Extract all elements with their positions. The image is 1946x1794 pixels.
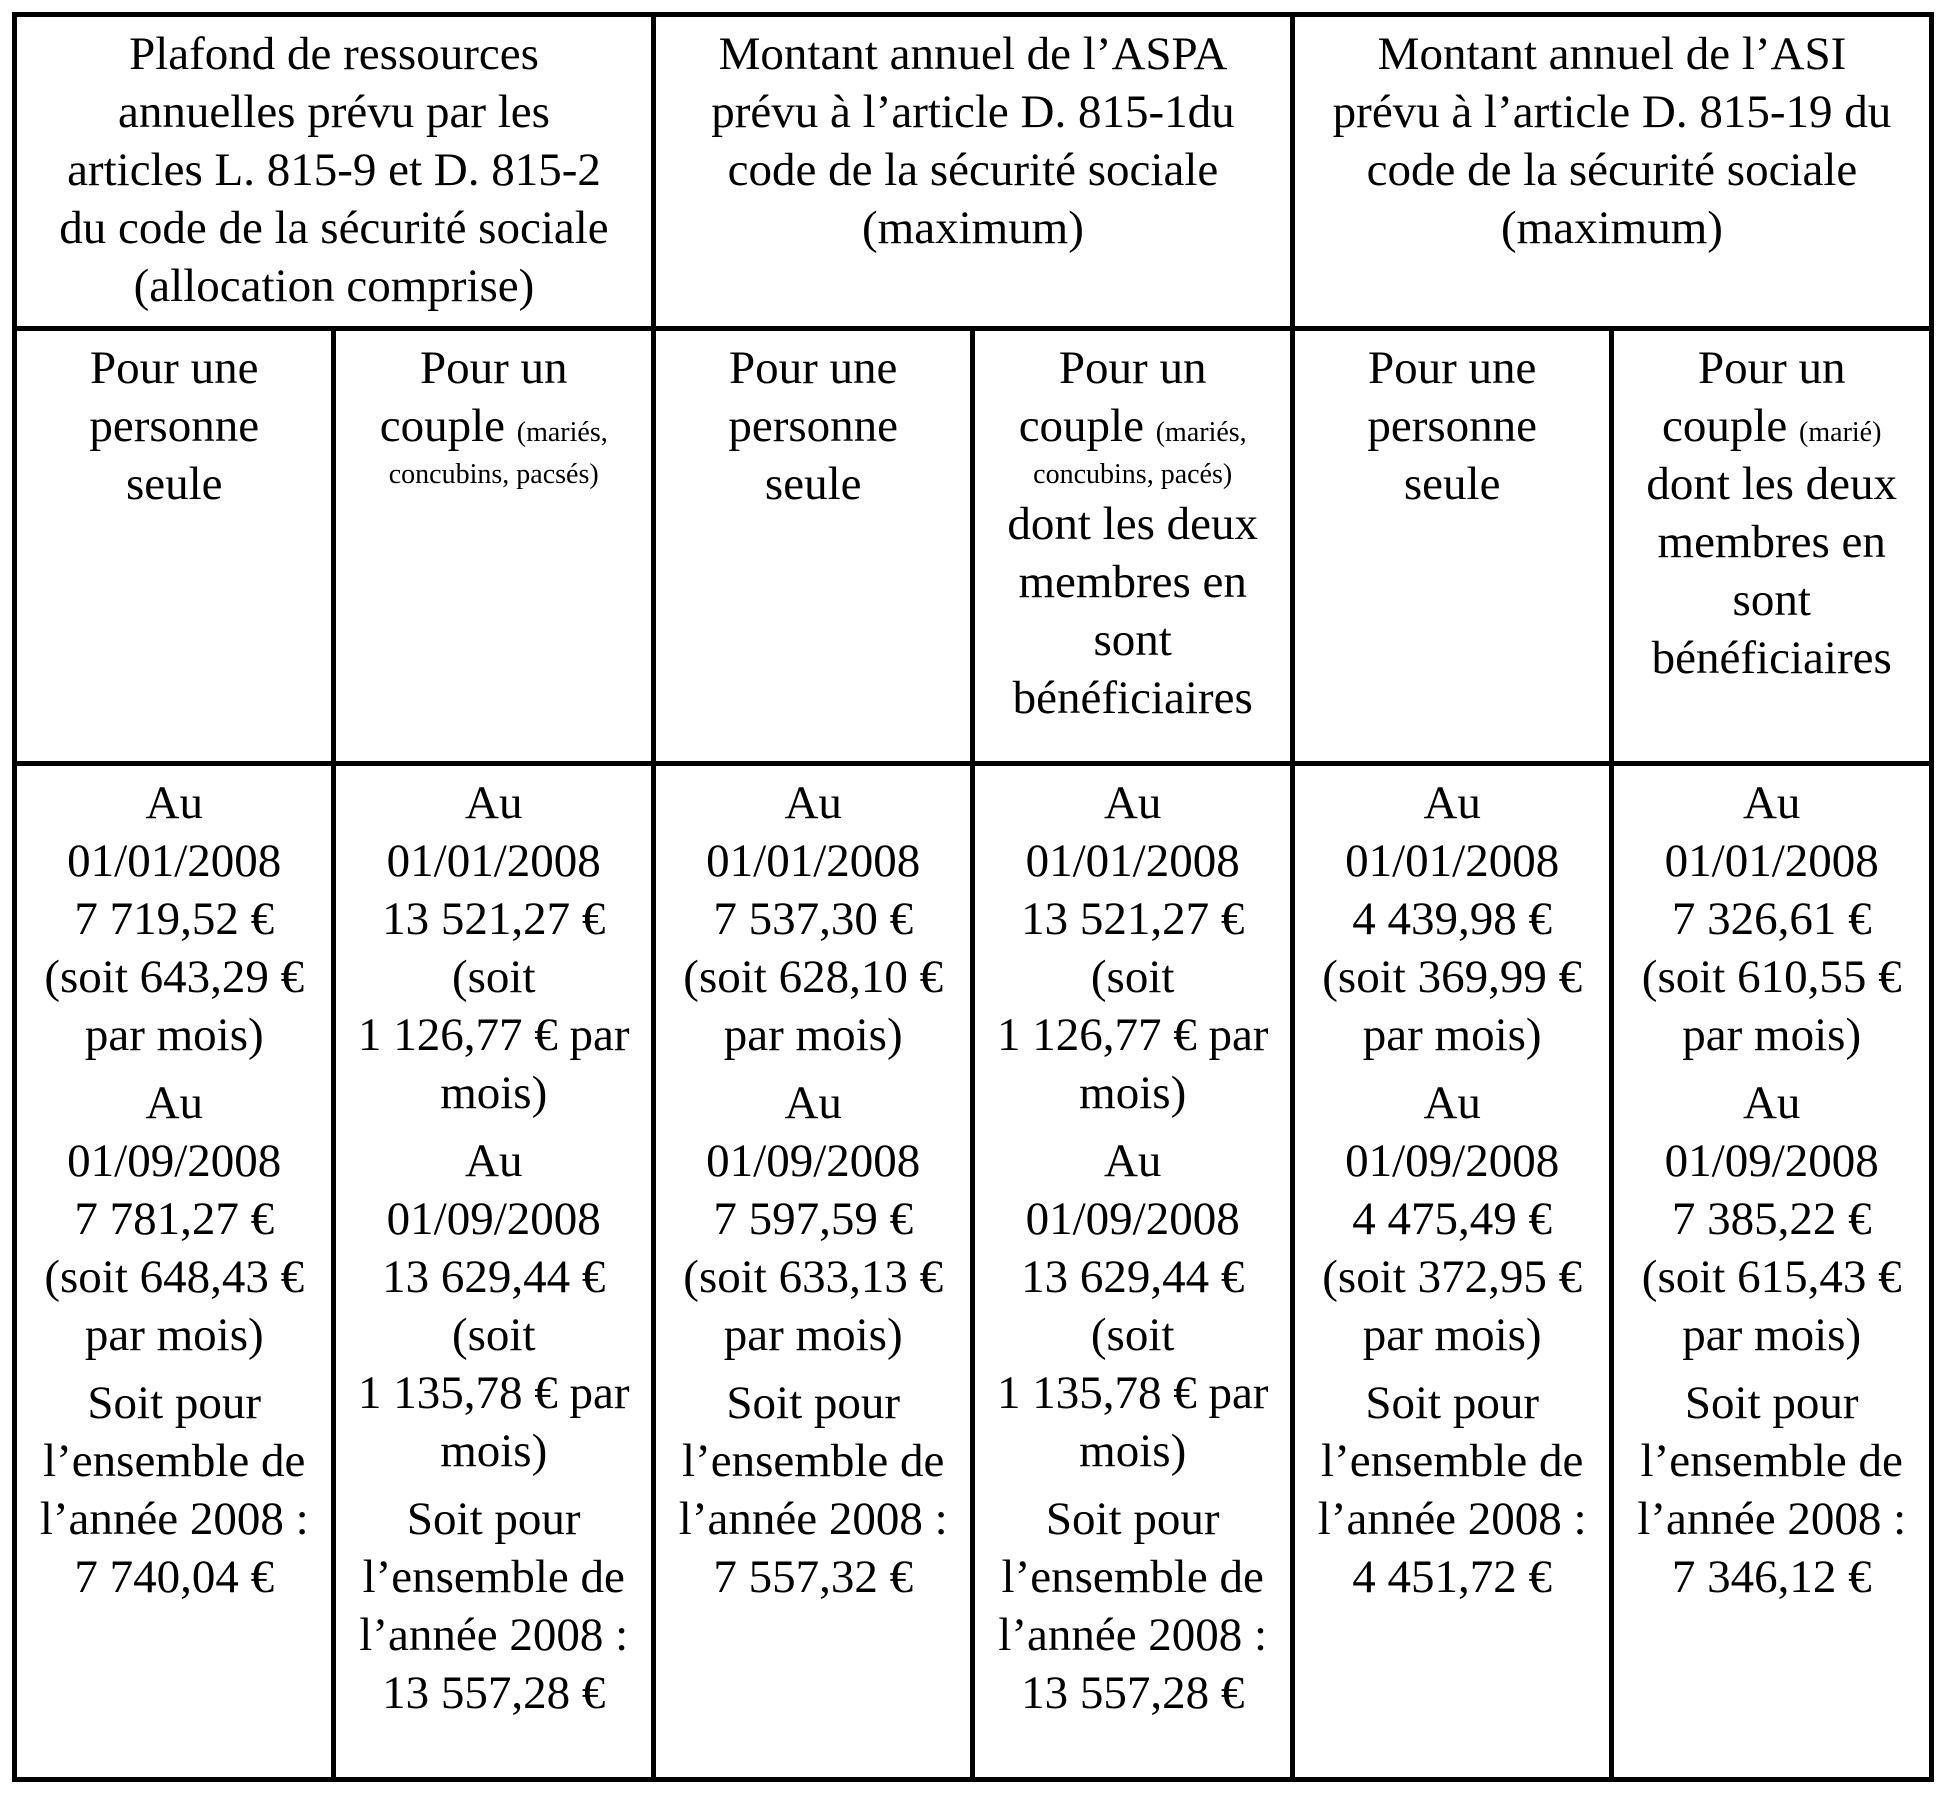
- cell-line: Soit pour: [87, 1376, 262, 1429]
- cell-line: l’année 2008 :: [1637, 1492, 1907, 1545]
- cell-line: 01/09/2008: [67, 1134, 282, 1187]
- header-text-line: articles L. 815-9 et D. 815-2: [67, 144, 601, 196]
- cell-line: 01/01/2008: [1025, 834, 1240, 887]
- subheader-row: [15, 329, 1932, 763]
- header-text-line: prévu à l’article D. 815-1du: [711, 86, 1235, 138]
- subheader-couple: [334, 329, 653, 763]
- cell-line: Au: [1423, 776, 1481, 829]
- cell-line: Au: [1103, 776, 1162, 829]
- cell-line: 4 439,98 €: [1352, 892, 1553, 945]
- header-row: [15, 15, 1932, 329]
- subheader-line: [1624, 397, 1919, 455]
- header-text-line: code de la sécurité sociale: [727, 144, 1219, 196]
- cell-line: 7 719,52 €: [74, 892, 275, 945]
- cell-line: 01/09/2008: [1025, 1192, 1240, 1245]
- header-aspa-amount: [653, 15, 1292, 329]
- subheader-line: personne: [1367, 400, 1538, 453]
- cell-line: l’année 2008 :: [678, 1492, 948, 1545]
- amount-block-sep: [666, 1074, 960, 1364]
- cell-line: par mois): [84, 1008, 264, 1061]
- allowance-table: [12, 12, 1934, 1782]
- subheader-line: personne: [89, 400, 260, 453]
- cell-line: 7 557,32 €: [713, 1550, 914, 1603]
- cell-line: 01/09/2008: [1345, 1134, 1560, 1187]
- cell-line: Au: [145, 1076, 203, 1129]
- cell-line: Au: [1423, 1076, 1481, 1129]
- subheader-couple: [1612, 329, 1932, 763]
- cell-line: 7 597,59 €: [713, 1192, 914, 1245]
- subheader-line: seule: [125, 458, 223, 511]
- cell-line: 01/09/2008: [1664, 1134, 1879, 1187]
- subheader-line: membres en: [1657, 516, 1886, 569]
- cell-line: l’ensemble de: [1321, 1434, 1584, 1487]
- header-text-line: prévu à l’article D. 815-19 du: [1332, 86, 1892, 138]
- cell-line: 1 126,77 € par: [357, 1008, 630, 1061]
- cell-line: 7 326,61 €: [1671, 892, 1872, 945]
- subheader-line: Pour un: [1697, 342, 1846, 395]
- cell-line: 13 629,44 €: [382, 1250, 606, 1303]
- subheader-line: bénéficiaires: [1012, 672, 1253, 725]
- cell-line: 13 557,28 €: [382, 1666, 606, 1719]
- subheader-single-person: [1292, 329, 1611, 763]
- subheader-line: dont les deux: [1007, 498, 1259, 551]
- cell-line: 01/01/2008: [1664, 834, 1879, 887]
- cell-line: 13 521,27 €: [382, 892, 606, 945]
- cell-line: Au: [465, 776, 523, 829]
- cell-line: l’ensemble de: [43, 1434, 306, 1487]
- subheader-line: Pour un: [419, 342, 568, 395]
- cell-line: mois): [1079, 1066, 1187, 1119]
- subheader-note: (marié): [1799, 417, 1882, 449]
- cell-line: (soit 615,43 €: [1641, 1250, 1902, 1303]
- cell-line: Soit pour: [1684, 1376, 1859, 1429]
- amount-block-jan: [1624, 774, 1919, 1064]
- cell-line: (soit 369,99 €: [1322, 950, 1583, 1003]
- cell-line: (soit: [1090, 950, 1175, 1003]
- subheader-single-person: [15, 329, 334, 763]
- cell-line: (soit 610,55 €: [1641, 950, 1902, 1003]
- data-cell-ceiling-couple: [334, 763, 653, 1779]
- data-cell-ceiling-single: [15, 763, 334, 1779]
- header-text-line: code de la sécurité sociale: [1366, 144, 1858, 196]
- cell-line: (soit: [451, 1308, 536, 1361]
- cell-line: (soit: [451, 950, 536, 1003]
- subheader-couple-word: couple: [1018, 400, 1144, 453]
- cell-line: 01/01/2008: [706, 834, 921, 887]
- cell-line: par mois): [1362, 1008, 1542, 1061]
- cell-line: 01/09/2008: [706, 1134, 921, 1187]
- cell-line: 7 385,22 €: [1671, 1192, 1872, 1245]
- cell-line: mois): [440, 1424, 548, 1477]
- data-cell-aspa-single: [653, 763, 972, 1779]
- cell-line: (soit 372,95 €: [1322, 1250, 1583, 1303]
- subheader-line: personne: [728, 400, 899, 453]
- cell-line: Au: [1103, 1134, 1162, 1187]
- subheader-line: dont les deux: [1646, 458, 1898, 511]
- header-asi-amount: [1292, 15, 1931, 329]
- cell-line: l’année 2008 :: [39, 1492, 309, 1545]
- cell-line: l’année 2008 :: [1317, 1492, 1587, 1545]
- cell-line: 13 521,27 €: [1021, 892, 1245, 945]
- cell-line: Au: [1742, 1076, 1801, 1129]
- cell-line: 01/01/2008: [386, 834, 601, 887]
- cell-line: Soit pour: [726, 1376, 901, 1429]
- subheader-line: Pour une: [729, 342, 898, 395]
- cell-line: Soit pour: [1045, 1492, 1220, 1545]
- data-cell-asi-single: [1292, 763, 1611, 1779]
- subheader-line: seule: [764, 458, 862, 511]
- amount-block-jan: [27, 774, 321, 1064]
- cell-line: 13 629,44 €: [1021, 1250, 1245, 1303]
- amount-block-year: [1624, 1374, 1919, 1606]
- cell-line: mois): [440, 1066, 548, 1119]
- cell-line: Au: [784, 1076, 842, 1129]
- cell-line: Soit pour: [406, 1492, 581, 1545]
- subheader-couple: [973, 329, 1292, 763]
- cell-line: 7 781,27 €: [74, 1192, 275, 1245]
- subheader-line: Pour une: [90, 342, 259, 395]
- subheader-line: sont: [1093, 614, 1172, 667]
- cell-line: 4 451,72 €: [1352, 1550, 1553, 1603]
- amount-block-sep: [27, 1074, 321, 1364]
- amount-block-jan: [346, 774, 640, 1122]
- cell-line: 7 537,30 €: [713, 892, 914, 945]
- subheader-couple-word: couple: [379, 400, 505, 453]
- cell-line: Au: [1742, 776, 1801, 829]
- subheader-single-person: [653, 329, 972, 763]
- cell-line: 01/01/2008: [67, 834, 282, 887]
- cell-line: l’ensemble de: [362, 1550, 625, 1603]
- subheader-line: Pour un: [1058, 342, 1207, 395]
- cell-line: 1 135,78 € par: [996, 1366, 1269, 1419]
- cell-line: (soit 648,43 €: [44, 1250, 305, 1303]
- subheader-line: seule: [1403, 458, 1501, 511]
- header-text-line: (maximum): [862, 202, 1084, 254]
- cell-line: l’année 2008 :: [359, 1608, 629, 1661]
- cell-line: par mois): [723, 1308, 903, 1361]
- cell-line: 1 126,77 € par: [996, 1008, 1269, 1061]
- amount-block-year: [666, 1374, 960, 1606]
- cell-line: mois): [1079, 1424, 1187, 1477]
- subheader-line: membres en: [1018, 556, 1247, 609]
- subheader-line: bénéficiaires: [1651, 632, 1892, 685]
- subheader-line: [346, 397, 640, 455]
- cell-line: (soit: [1090, 1308, 1175, 1361]
- amount-block-jan: [1305, 774, 1599, 1064]
- cell-line: par mois): [1682, 1308, 1862, 1361]
- cell-line: par mois): [1362, 1308, 1542, 1361]
- header-text-line: Montant annuel de l’ASPA: [718, 28, 1228, 80]
- subheader-line: sont: [1732, 574, 1811, 627]
- subheader-note: (mariés,: [516, 417, 608, 449]
- amount-block-jan: [666, 774, 960, 1064]
- cell-line: l’ensemble de: [1640, 1434, 1903, 1487]
- cell-line: 01/09/2008: [386, 1192, 601, 1245]
- cell-line: Au: [465, 1134, 523, 1187]
- cell-line: 7 346,12 €: [1671, 1550, 1872, 1603]
- cell-line: par mois): [723, 1008, 903, 1061]
- amount-block-year: [985, 1490, 1279, 1722]
- subheader-line: Pour une: [1367, 342, 1537, 395]
- header-text-line: Montant annuel de l’ASI: [1377, 28, 1847, 80]
- cell-line: 4 475,49 €: [1352, 1192, 1553, 1245]
- header-text-line: (allocation comprise): [133, 260, 535, 312]
- cell-line: l’année 2008 :: [998, 1608, 1268, 1661]
- cell-line: 1 135,78 € par: [357, 1366, 630, 1419]
- header-text-line: (maximum): [1501, 202, 1723, 254]
- cell-line: Soit pour: [1365, 1376, 1540, 1429]
- subheader-note: concubins, pacsés): [388, 459, 599, 491]
- subheader-line: [985, 397, 1279, 455]
- data-row: [15, 763, 1932, 1779]
- cell-line: par mois): [84, 1308, 264, 1361]
- cell-line: l’ensemble de: [1001, 1550, 1264, 1603]
- subheader-note: (mariés,: [1155, 417, 1247, 449]
- amount-block-sep: [985, 1132, 1279, 1480]
- cell-line: l’ensemble de: [682, 1434, 945, 1487]
- cell-line: (soit 633,13 €: [683, 1250, 944, 1303]
- subheader-note: concubins, pacés): [1033, 459, 1233, 491]
- header-text-line: du code de la sécurité sociale: [59, 202, 609, 254]
- cell-line: (soit 628,10 €: [683, 950, 944, 1003]
- cell-line: 13 557,28 €: [1021, 1666, 1245, 1719]
- amount-block-year: [1305, 1374, 1599, 1606]
- cell-line: (soit 643,29 €: [44, 950, 305, 1003]
- amount-block-sep: [1305, 1074, 1599, 1364]
- amount-block-jan: [985, 774, 1279, 1122]
- header-text-line: Plafond de ressources: [129, 28, 539, 80]
- cell-line: par mois): [1682, 1008, 1862, 1061]
- amount-block-sep: [346, 1132, 640, 1480]
- cell-line: Au: [145, 776, 203, 829]
- header-resource-ceiling: [15, 15, 654, 329]
- amount-block-year: [27, 1374, 321, 1606]
- cell-line: 01/01/2008: [1345, 834, 1560, 887]
- data-cell-asi-couple: [1612, 763, 1932, 1779]
- cell-line: 7 740,04 €: [74, 1550, 275, 1603]
- amount-block-year: [346, 1490, 640, 1722]
- amount-block-sep: [1624, 1074, 1919, 1364]
- subheader-couple-word: couple: [1662, 400, 1788, 453]
- header-text-line: annuelles prévu par les: [117, 86, 550, 138]
- data-cell-aspa-couple: [973, 763, 1292, 1779]
- cell-line: Au: [784, 776, 842, 829]
